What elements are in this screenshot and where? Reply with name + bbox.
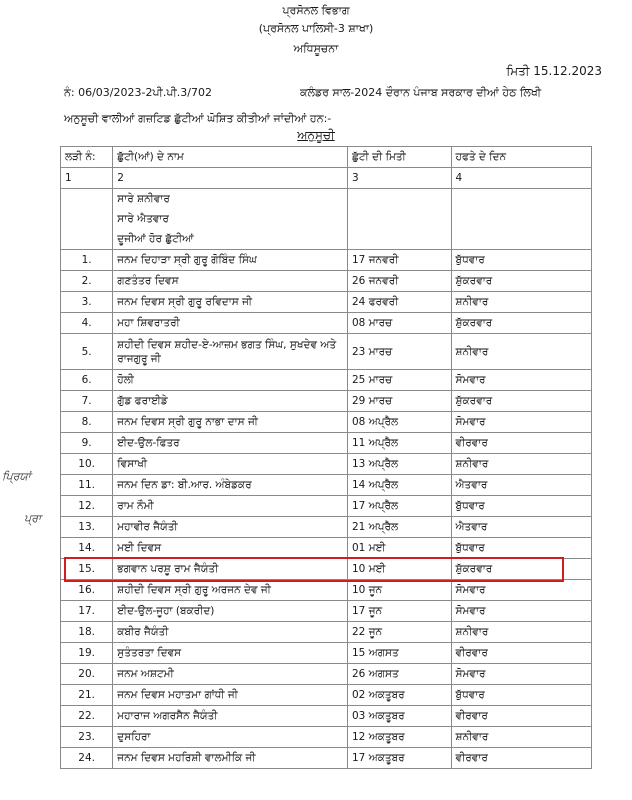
col-header-name: ਛੁੱਟੀ(ਆਂ) ਦੇ ਨਾਮ: [113, 147, 348, 168]
weekday-cell: ਸੋਮਵਾਰ: [451, 601, 591, 622]
holiday-name-cell: ਜਨਮ ਦਿਵਸ ਮਹਰਿਸ਼ੀ ਵਾਲਮੀਕਿ ਜੀ: [113, 748, 348, 769]
serial-cell: 1.: [61, 250, 113, 271]
holiday-name-cell: ਈਦ-ਉਲ-ਜੂਹਾ (ਬਕਰੀਦ): [113, 601, 348, 622]
holiday-name-cell: ਗੁੱਡ ਫਰਾਈਡੇ: [113, 391, 348, 412]
serial-cell: 18.: [61, 622, 113, 643]
table-row: [61, 454, 592, 475]
holiday-date-cell: 02 ਅਕਤੂਬਰ: [348, 685, 452, 706]
weekday-cell: ਸੋਮਵਾਰ: [451, 664, 591, 685]
serial-cell: 20.: [61, 664, 113, 685]
holiday-name-cell: ਦੁਸਹਿਰਾ: [113, 727, 348, 748]
general-holiday: ਸਾਰੇ ਐਤਵਾਰ: [113, 209, 348, 229]
serial-cell: 11.: [61, 475, 113, 496]
serial-cell: 3.: [61, 292, 113, 313]
col-number: 4: [451, 168, 591, 189]
holiday-date-cell: 03 ਅਕਤੂਬਰ: [348, 706, 452, 727]
table-row: [61, 271, 592, 292]
col-number: 1: [61, 168, 113, 189]
holiday-date-cell: 10 ਮਈ: [348, 559, 452, 580]
holiday-date-cell: 25 ਮਾਰਚ: [348, 370, 452, 391]
holiday-date-cell: 08 ਮਾਰਚ: [348, 313, 452, 334]
holiday-name-cell: ਮਈ ਦਿਵਸ: [113, 538, 348, 559]
serial-cell: 10.: [61, 454, 113, 475]
table-row: [61, 706, 592, 727]
table-row: [61, 643, 592, 664]
weekday-cell: ਐਤਵਾਰ: [451, 517, 591, 538]
holiday-name-cell: ਜਨਮ ਦਿਵਸ ਸ੍ਰੀ ਗੁਰੂ ਰਵਿਦਾਸ ਜੀ: [113, 292, 348, 313]
weekday-cell: ਸ਼ੁੱਕਰਵਾਰ: [451, 391, 591, 412]
holiday-date-cell: 17 ਅਪ੍ਰੈਲ: [348, 496, 452, 517]
general-holiday: ਸਾਰੇ ਸ਼ਨੀਵਾਰ: [113, 189, 348, 210]
holiday-date-cell: 08 ਅਪ੍ਰੈਲ: [348, 412, 452, 433]
table-row: [61, 538, 592, 559]
column-number-row: [61, 168, 592, 189]
weekday-cell: ਐਤਵਾਰ: [451, 475, 591, 496]
table-row: [61, 748, 592, 769]
table-row: [61, 685, 592, 706]
holiday-name-cell: ਹੋਲੀ: [113, 370, 348, 391]
notification-title: ਅਧਿਸੂਚਨਾ: [293, 42, 339, 55]
weekday-cell: ਸ਼ਨੀਵਾਰ: [451, 334, 591, 370]
table-row: [61, 601, 592, 622]
holiday-date-cell: 15 ਅਗਸਤ: [348, 643, 452, 664]
weekday-cell: ਸ਼ਨੀਵਾਰ: [451, 727, 591, 748]
holiday-name-cell: ਜਨਮ ਦਿਨ ਡਾ: ਬੀ.ਆਰ. ਅੰਬੇਡਕਰ: [113, 475, 348, 496]
holiday-name-cell: ਸ਼ਹੀਦੀ ਦਿਵਸ ਸ਼ਹੀਦ-ਏ-ਆਜ਼ਮ ਭਗਤ ਸਿੰਘ, ਸੁਖਦੇਵ ਅਤੇ ਰਾਜਗੁਰੂ ਜੀ: [113, 334, 348, 370]
holiday-name-cell: ਜਨਮ ਦਿਵਸ ਸ੍ਰੀ ਗੁਰੂ ਨਾਭਾ ਦਾਸ ਜੀ: [113, 412, 348, 433]
holiday-date-cell: 17 ਜੂਨ: [348, 601, 452, 622]
branch-title: (ਪ੍ਰਸੋਨਲ ਪਾਲਿਸੀ-3 ਸ਼ਾਖਾ): [258, 22, 374, 35]
serial-cell: 2.: [61, 271, 113, 292]
weekday-cell: ਬੁੱਧਵਾਰ: [451, 685, 591, 706]
table-row: [61, 664, 592, 685]
holiday-date-cell: 23 ਮਾਰਚ: [348, 334, 452, 370]
holiday-name-cell: ਕਬੀਰ ਜੈਯੰਤੀ: [113, 622, 348, 643]
serial-cell: 21.: [61, 685, 113, 706]
holiday-date-cell: 29 ਮਾਰਚ: [348, 391, 452, 412]
serial-cell: 23.: [61, 727, 113, 748]
holiday-date-cell: 17 ਜਨਵਰੀ: [348, 250, 452, 271]
header-row: [61, 147, 592, 168]
table-row: [61, 496, 592, 517]
holiday-date-cell: 13 ਅਪ੍ਰੈਲ: [348, 454, 452, 475]
holiday-date-cell: 22 ਜੂਨ: [348, 622, 452, 643]
holiday-name-cell: ਜਨਮ ਦਿਵਸ ਮਹਾਤਮਾ ਗਾਂਧੀ ਜੀ: [113, 685, 348, 706]
holiday-name-cell: ਮਹਾਵੀਰ ਜੈਯੰਤੀ: [113, 517, 348, 538]
weekday-cell: ਵੀਰਵਾਰ: [451, 643, 591, 664]
table-row: [61, 517, 592, 538]
serial-cell: 7.: [61, 391, 113, 412]
table-row: [61, 250, 592, 271]
weekday-cell: ਵੀਰਵਾਰ: [451, 433, 591, 454]
highlight-box: [64, 557, 564, 582]
serial-cell: 6.: [61, 370, 113, 391]
table-row: [61, 412, 592, 433]
serial-cell: 19.: [61, 643, 113, 664]
holiday-date-cell: 17 ਅਕਤੂਬਰ: [348, 748, 452, 769]
weekday-cell: ਸ਼ੁੱਕਰਵਾਰ: [451, 313, 591, 334]
serial-cell: 17.: [61, 601, 113, 622]
serial-cell: 4.: [61, 313, 113, 334]
weekday-cell: ਸੋਮਵਾਰ: [451, 370, 591, 391]
weekday-cell: ਬੁੱਧਵਾਰ: [451, 496, 591, 517]
table-row: [61, 313, 592, 334]
holiday-name-cell: ਜਨਮ ਦਿਹਾੜਾ ਸ੍ਰੀ ਗੁਰੂ ਗੋਬਿੰਦ ਸਿੰਘ: [113, 250, 348, 271]
col-number: 3: [348, 168, 452, 189]
weekday-cell: ਸ਼ੁੱਕਰਵਾਰ: [451, 559, 591, 580]
general-row: [61, 209, 592, 229]
holiday-name-cell: ਮਹਾਰਾਜ ਅਗਰਸੈਨ ਜੈਯੰਤੀ: [113, 706, 348, 727]
weekday-cell: ਸੋਮਵਾਰ: [451, 580, 591, 601]
weekday-cell: ਸ਼ਨੀਵਾਰ: [451, 454, 591, 475]
serial-cell: 16.: [61, 580, 113, 601]
weekday-cell: ਸ਼ਨੀਵਾਰ: [451, 292, 591, 313]
weekday-cell: ਸ਼ੁੱਕਰਵਾਰ: [451, 271, 591, 292]
table-row: [61, 370, 592, 391]
serial-cell: 9.: [61, 433, 113, 454]
serial-cell: 5.: [61, 334, 113, 370]
table-row: [61, 580, 592, 601]
holiday-date-cell: 21 ਅਪ੍ਰੈਲ: [348, 517, 452, 538]
weekday-cell: ਬੁੱਧਵਾਰ: [451, 538, 591, 559]
holiday-date-cell: 24 ਫਰਵਰੀ: [348, 292, 452, 313]
col-number: 2: [113, 168, 348, 189]
col-header-day: ਹਫਤੇ ਦੇ ਦਿਨ: [451, 147, 591, 168]
weekday-cell: ਸ਼ਨੀਵਾਰ: [451, 622, 591, 643]
serial-cell: 8.: [61, 412, 113, 433]
holiday-name-cell: ਸੁਤੰਤਰਤਾ ਦਿਵਸ: [113, 643, 348, 664]
holiday-name-cell: ਜਨਮ ਅਸ਼ਟਮੀ: [113, 664, 348, 685]
schedule-title: ਅਨੁਸੂਚੀ: [297, 128, 335, 142]
holiday-date-cell: 26 ਅਗਸਤ: [348, 664, 452, 685]
serial-cell: 13.: [61, 517, 113, 538]
table-row: [61, 475, 592, 496]
col-header-date: ਛੁੱਟੀ ਦੀ ਮਿਤੀ: [348, 147, 452, 168]
holiday-date-cell: 12 ਅਕਤੂਬਰ: [348, 727, 452, 748]
serial-cell: 22.: [61, 706, 113, 727]
holiday-name-cell: ਗਣਤੰਤਰ ਦਿਵਸ: [113, 271, 348, 292]
holiday-name-cell: ਈਦ-ਉਲ-ਫਿਤਰ: [113, 433, 348, 454]
holiday-name-cell: ਵਿਸਾਖੀ: [113, 454, 348, 475]
holiday-name-cell: ਰਾਮ ਨੌਮੀ: [113, 496, 348, 517]
holiday-name-cell: ਭਗਵਾਨ ਪਰਸ਼ੂ ਰਾਮ ਜੈਯੰਤੀ: [113, 559, 348, 580]
weekday-cell: ਸੋਮਵਾਰ: [451, 412, 591, 433]
holiday-name-cell: ਮਹਾ ਸ਼ਿਵਰਾਤਰੀ: [113, 313, 348, 334]
general-row: [61, 229, 592, 250]
reference-number: ਨੰ: 06/03/2023-2ਪੀ.ਪੀ.3/702: [64, 86, 212, 99]
holiday-date-cell: 14 ਅਪ੍ਰੈਲ: [348, 475, 452, 496]
holiday-name-cell: ਸ਼ਹੀਦੀ ਦਿਵਸ ਸ੍ਰੀ ਗੁਰੂ ਅਰਜਨ ਦੇਵ ਜੀ: [113, 580, 348, 601]
intro-text-line1: ਕਲੰਡਰ ਸਾਲ-2024 ਦੌਰਾਨ ਪੰਜਾਬ ਸਰਕਾਰ ਦੀਆਂ ਹੇਠ ਲਿਖੀ: [300, 86, 542, 99]
table-row: [61, 622, 592, 643]
general-row: [61, 189, 592, 210]
serial-cell: 14.: [61, 538, 113, 559]
intro-text-line2: ਅਨੁਸੂਚੀ ਵਾਲੀਆਂ ਗਜ਼ਟਿਡ ਛੁੱਟੀਆਂ ਘੋਸ਼ਿਤ ਕੀਤੀਆਂ ਜਾਂਦੀਆਂ ਹਨ:-: [64, 112, 332, 125]
serial-cell: 12.: [61, 496, 113, 517]
weekday-cell: ਵੀਰਵਾਰ: [451, 748, 591, 769]
handwritten-note: ਪ੍ਰਾ: [24, 512, 42, 525]
weekday-cell: ਬੁੱਧਵਾਰ: [451, 250, 591, 271]
department-title: ਪ੍ਰਸੋਨਲ ਵਿਭਾਗ: [282, 4, 350, 17]
table-row: [61, 727, 592, 748]
table-row: [61, 334, 592, 370]
general-holiday: ਦੂਜੀਆਂ ਹੋਰ ਛੁੱਟੀਆਂ: [113, 229, 348, 250]
serial-cell: 24.: [61, 748, 113, 769]
holiday-table: [60, 146, 592, 769]
holiday-date-cell: 10 ਜੂਨ: [348, 580, 452, 601]
holiday-date-cell: 11 ਅਪ੍ਰੈਲ: [348, 433, 452, 454]
notification-date: ਮਿਤੀ 15.12.2023: [506, 64, 602, 78]
col-header-serial: ਲੜੀ ਨੰ:: [61, 147, 113, 168]
handwritten-note: ਪ੍ਰਿਯਾਂ: [2, 470, 31, 483]
table-row: [61, 391, 592, 412]
weekday-cell: ਵੀਰਵਾਰ: [451, 706, 591, 727]
table-row: [61, 292, 592, 313]
holiday-date-cell: 26 ਜਨਵਰੀ: [348, 271, 452, 292]
table-row: [61, 433, 592, 454]
serial-cell: 15.: [61, 559, 113, 580]
holiday-date-cell: 01 ਮਈ: [348, 538, 452, 559]
